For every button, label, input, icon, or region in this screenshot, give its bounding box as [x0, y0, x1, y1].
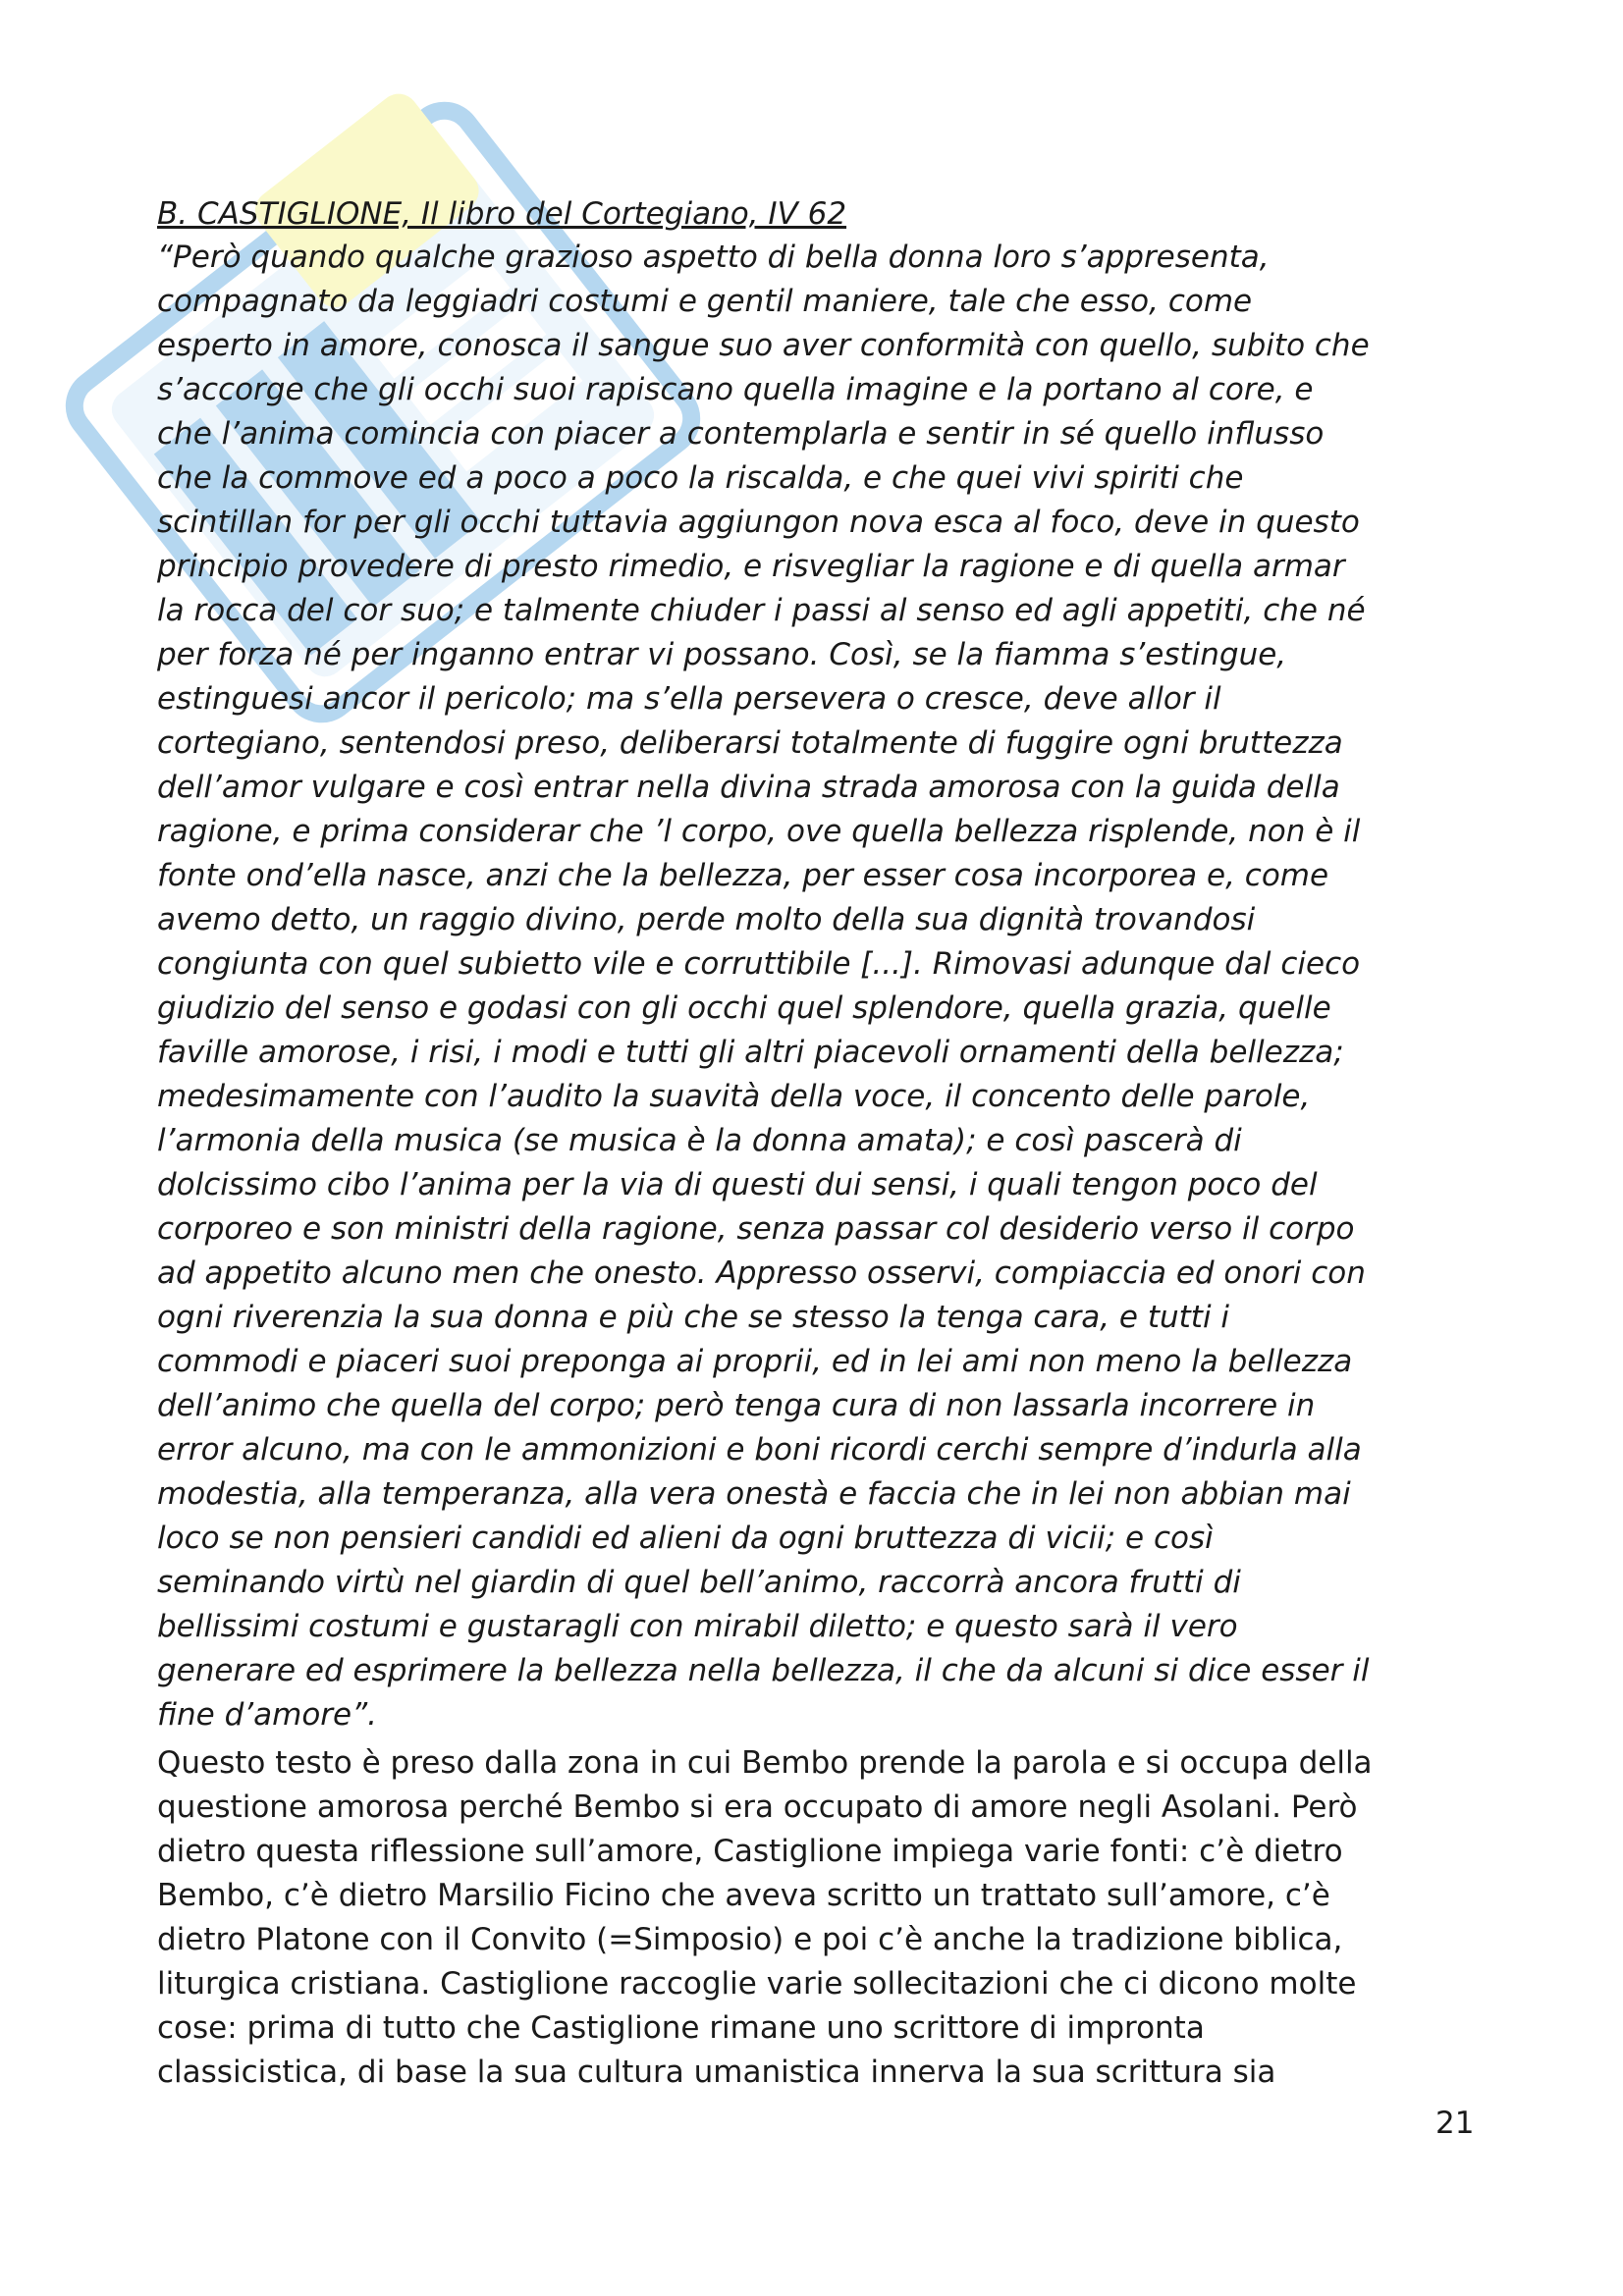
quote-line: avemo detto, un raggio divino, perde molto della sua dignità trovandosi	[157, 902, 1256, 937]
quoted-passage	[157, 236, 1483, 1737]
quote-line: dell’animo che quella del corpo; però tenga cura di non lassarla incorrere in	[157, 1388, 1316, 1423]
paragraph-line: liturgica cristiana. Castiglione raccoglie varie sollecitazioni che ci dicono molte	[157, 1966, 1357, 2002]
quote-line: congiunta con quel subietto vile e corruttibile [...]. Rimovasi adunque dal cieco	[157, 946, 1361, 982]
quote-line: l’armonia della musica (se musica è la donna amata); e così pascerà di	[157, 1123, 1242, 1158]
quote-line: la rocca del cor suo; e talmente chiuder i passi al senso ed agli appetiti, che né	[157, 593, 1366, 628]
quote-line: loco se non pensieri candidi ed alieni da ogni bruttezza di vicii; e così	[157, 1521, 1214, 1556]
quote-line: cortegiano, sentendosi preso, deliberarsi totalmente di fuggire ogni bruttezza	[157, 725, 1343, 761]
quote-line: fine d’amore”.	[157, 1697, 378, 1733]
quote-line: corporeo e son ministri della ragione, senza passar col desiderio verso il corpo	[157, 1211, 1355, 1247]
quote-line: medesimamente con l’audito la suavità della voce, il concento delle parole,	[157, 1079, 1311, 1114]
paragraph-line: dietro Platone con il Convito (=Simposio) e poi c’è anche la tradizione biblica,	[157, 1922, 1343, 1957]
paragraph-line: cose: prima di tutto che Castiglione rimane uno scrittore di impronta	[157, 2010, 1205, 2046]
quote-line: dolcissimo cibo l’anima per la via di questi dui sensi, i quali tengon poco del	[157, 1167, 1318, 1202]
quote-line: modestia, alla temperanza, alla vera onestà e faccia che in lei non abbian mai	[157, 1476, 1351, 1512]
quote-line: principio provedere di presto rimedio, e risvegliar la ragione e di quella armar	[157, 549, 1345, 584]
quote-line: ogni riverenzia la sua donna e più che se stesso la tenga cara, e tutti i	[157, 1300, 1230, 1335]
quote-line: ragione, e prima considerar che ’l corpo, ove quella bellezza risplende, non è il	[157, 814, 1361, 849]
quote-line: dell’amor vulgare e così entrar nella divina strada amorosa con la guida della	[157, 770, 1340, 805]
quote-line: faville amorose, i risi, i modi e tutti gli altri piacevoli ornamenti della bellezza;	[157, 1035, 1344, 1070]
quote-line: error alcuno, ma con le ammonizioni e boni ricordi cerchi sempre d’indurla alla	[157, 1432, 1362, 1468]
quote-line: esperto in amore, conosca il sangue suo aver conformità con quello, subito che	[157, 328, 1370, 363]
quote-line: “Però quando qualche grazioso aspetto di bella donna loro s’appresenta,	[157, 240, 1270, 275]
paragraph-line: classicistica, di base la sua cultura umanistica innerva la sua scrittura sia	[157, 2055, 1276, 2090]
quote-line: seminando virtù nel giardin di quel bell’animo, raccorrà ancora frutti di	[157, 1565, 1241, 1600]
quote-line: ad appetito alcuno men che onesto. Appresso osservi, compiaccia ed onori con	[157, 1255, 1366, 1291]
paragraph-line: Questo testo è preso dalla zona in cui Bembo prende la parola e si occupa della	[157, 1745, 1373, 1781]
quote-line: fonte ond’ella nasce, anzi che la bellezza, per esser cosa incorporea e, come	[157, 858, 1329, 893]
quote-line: estinguesi ancor il pericolo; ma s’ella persevera o cresce, deve allor il	[157, 681, 1221, 717]
page-content	[157, 192, 1483, 2095]
commentary-paragraph	[157, 1741, 1483, 2095]
quote-line: generare ed esprimere la bellezza nella bellezza, il che da alcuni si dice esser il	[157, 1653, 1370, 1688]
quote-line: per forza né per inganno entrar vi possano. Così, se la fiamma s’estingue,	[157, 637, 1287, 672]
paragraph-line: questione amorosa perché Bembo si era occupato di amore negli Asolani. Però	[157, 1789, 1358, 1825]
quote-line: scintillan for per gli occhi tuttavia aggiungon nova esca al foco, deve in questo	[157, 505, 1360, 540]
quote-line: s’accorge che gli occhi suoi rapiscano quella imagine e la portano al core, e	[157, 372, 1314, 407]
citation-heading: B. CASTIGLIONE, Il libro del Cortegiano, IV 62	[157, 196, 847, 232]
quote-line: giudizio del senso e godasi con gli occhi quel splendore, quella grazia, quelle	[157, 990, 1331, 1026]
paragraph-line: Bembo, c’è dietro Marsilio Ficino che aveva scritto un trattato sull’amore, c’è	[157, 1878, 1330, 1913]
quote-line: che l’anima comincia con piacer a contemplarla e sentir in sé quello influsso	[157, 416, 1325, 452]
quote-line: che la commove ed a poco a poco la riscalda, e che quei vivi spiriti che	[157, 460, 1244, 496]
paragraph-line: dietro questa riflessione sull’amore, Castiglione impiega varie fonti: c’è dietro	[157, 1834, 1343, 1869]
quote-line: bellissimi costumi e gustaragli con mirabil diletto; e questo sarà il vero	[157, 1609, 1238, 1644]
page-number: 21	[1435, 2106, 1475, 2141]
quote-line: compagnato da leggiadri costumi e gentil maniere, tale che esso, come	[157, 284, 1253, 319]
quote-line: commodi e piaceri suoi preponga ai proprii, ed in lei ami non meno la bellezza	[157, 1344, 1353, 1379]
